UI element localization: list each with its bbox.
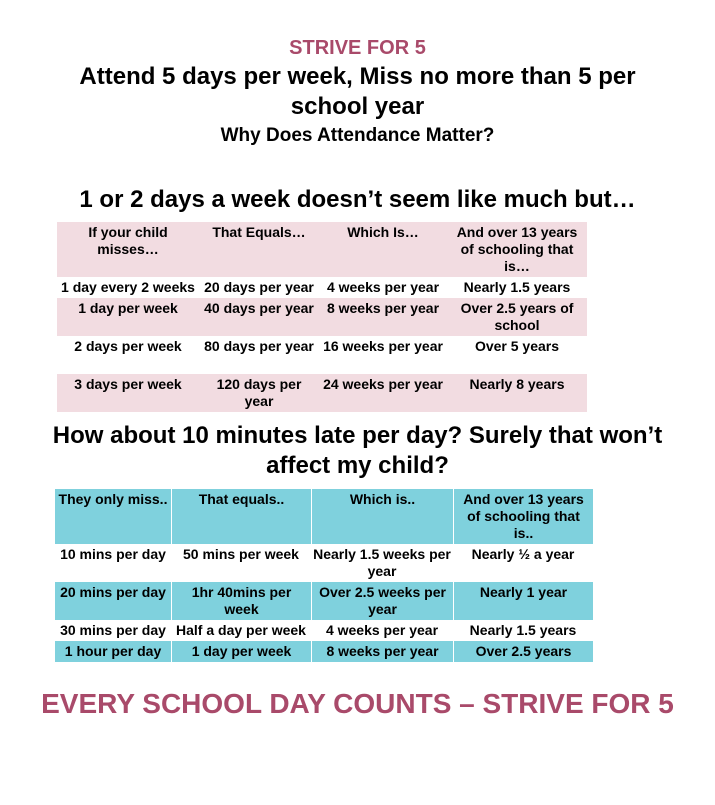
table-row bbox=[55, 582, 593, 620]
column-header: And over 13 years of schooling that is… bbox=[447, 222, 587, 277]
table-row bbox=[55, 544, 593, 582]
days-missed-table bbox=[57, 222, 587, 412]
section1-heading: 1 or 2 days a week doesn’t seem like much but… bbox=[79, 186, 636, 213]
column-header: Which Is… bbox=[319, 222, 447, 277]
table-row bbox=[57, 277, 587, 298]
footer-slogan: EVERY SCHOOL DAY COUNTS – STRIVE FOR 5 bbox=[41, 688, 674, 719]
table-cell: 20 mins per day bbox=[55, 582, 171, 620]
table-header-row bbox=[57, 222, 587, 277]
table-cell: 1 day per week bbox=[57, 298, 199, 336]
table-cell: 1 hour per day bbox=[55, 641, 171, 662]
table-cell: 2 days per week bbox=[57, 336, 199, 374]
section2-heading: How about 10 minutes late per day? Surely that won’t affect my child? bbox=[52, 422, 663, 479]
minutes-late-table bbox=[55, 489, 593, 662]
column-header: If your child misses… bbox=[57, 222, 199, 277]
table-cell: Over 2.5 years bbox=[453, 641, 593, 662]
column-header: That equals.. bbox=[171, 489, 311, 544]
table-cell: Over 5 years bbox=[447, 336, 587, 374]
table-cell: 4 weeks per year bbox=[319, 277, 447, 298]
table-cell: Over 2.5 weeks per year bbox=[311, 582, 453, 620]
table-cell: Nearly 1.5 years bbox=[453, 620, 593, 641]
table-cell: 30 mins per day bbox=[55, 620, 171, 641]
table-row bbox=[57, 374, 587, 412]
table-cell: 50 mins per week bbox=[171, 544, 311, 582]
table-cell: 1 day every 2 weeks bbox=[57, 277, 199, 298]
column-header: That Equals… bbox=[199, 222, 319, 277]
table-cell: 10 mins per day bbox=[55, 544, 171, 582]
table-cell: 1hr 40mins per week bbox=[171, 582, 311, 620]
table-cell: 4 weeks per year bbox=[311, 620, 453, 641]
table-cell: Nearly 8 years bbox=[447, 374, 587, 412]
table-cell: 16 weeks per year bbox=[319, 336, 447, 374]
column-header: Which is.. bbox=[311, 489, 453, 544]
table-cell: 3 days per week bbox=[57, 374, 199, 412]
table-cell: 40 days per year bbox=[199, 298, 319, 336]
strive-title: STRIVE FOR 5 bbox=[289, 37, 426, 59]
table-cell: Nearly 1.5 weeks per year bbox=[311, 544, 453, 582]
table-cell: Nearly 1.5 years bbox=[447, 277, 587, 298]
table-cell: 1 day per week bbox=[171, 641, 311, 662]
table-row bbox=[57, 298, 587, 336]
table-cell: Over 2.5 years of school bbox=[447, 298, 587, 336]
table-cell: 120 days per year bbox=[199, 374, 319, 412]
table-cell: 20 days per year bbox=[199, 277, 319, 298]
table-header-row bbox=[55, 489, 593, 544]
subheading: Why Does Attendance Matter? bbox=[220, 125, 495, 146]
table-row bbox=[57, 336, 587, 374]
table-cell: 24 weeks per year bbox=[319, 374, 447, 412]
table-cell: Half a day per week bbox=[171, 620, 311, 641]
table-cell: Nearly ½ a year bbox=[453, 544, 593, 582]
column-header: And over 13 years of schooling that is.. bbox=[453, 489, 593, 544]
table-row bbox=[55, 620, 593, 641]
table-cell: 8 weeks per year bbox=[311, 641, 453, 662]
table-cell: 8 weeks per year bbox=[319, 298, 447, 336]
table-cell: Nearly 1 year bbox=[453, 582, 593, 620]
table-cell: 80 days per year bbox=[199, 336, 319, 374]
table-row bbox=[55, 641, 593, 662]
headline: Attend 5 days per week, Miss no more than 5 per school year bbox=[79, 63, 636, 120]
column-header: They only miss.. bbox=[55, 489, 171, 544]
